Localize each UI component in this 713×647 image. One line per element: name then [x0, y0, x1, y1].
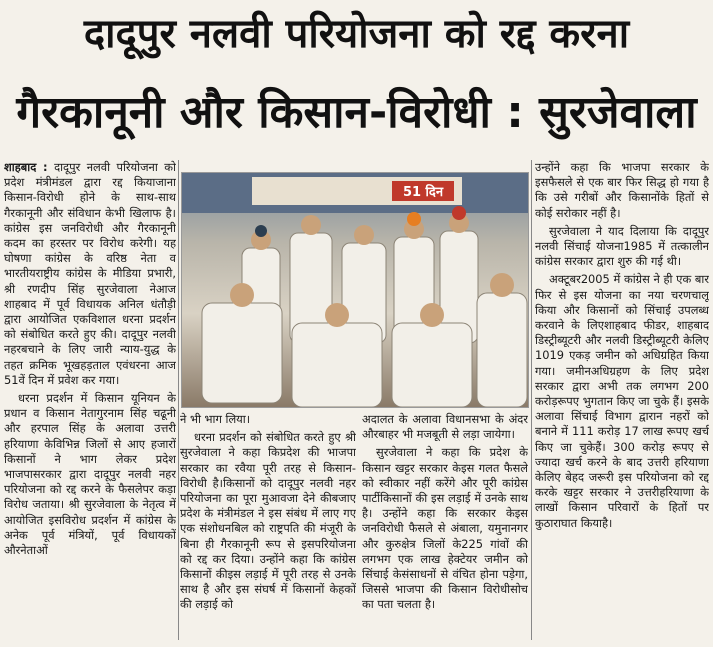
article-paragraph: अक्टूबर2005 में कांग्रेस ने ही एक बार फिर से इस योजना का नया चरणचालू किया और किसानों को सिंचाई उपलब्ध करवाने के लिएशाहबाद फीडर, शाहबाद डिस्ट्रीब्यूटरी और नलवी डिस्ट्रीब्यूटरी केलिए 1019 एकड़ जमीन को अधिग्रहित किया गया। जमीनअधिग्रहण के लिए प्रदेश सरकार द्वारा अभी तक लगभग 200 करोड़रूपए भुगतान किए जा चुके हैं। इसके अलावा सिंचाई विभाग द्वारान नहरों को बनाने में 111 करोड़ 17 लाख रूपए खर्च किए जा चुकेहैं। 300 करोड़ रूपए से ज्यादा खर्च करने के बाद उत्तरी हरियाणा केलिए बेहद जरूरी इस परियोजना को रद्द करके खट्टर सरकार ने उत्तरीहरियाणा के लाखों किसान परिवारों के हितों पर कुठाराघात कियाहै। — [535, 272, 709, 530]
article-column-3 — [362, 412, 528, 640]
article-paragraph: ने भी भाग लिया। — [180, 412, 251, 426]
article-paragraph: सुरजेवाला ने याद दिलाया कि दादूपुर नलवी सिंचाई योजना1985 में तत्कालीन कांग्रेस सरकार द्वारा शुरु की गई थी। — [535, 223, 709, 269]
protest-photo — [181, 172, 529, 408]
banner-text: 51 दिन — [402, 185, 444, 200]
crowd-figures — [202, 231, 527, 407]
turban — [407, 212, 421, 226]
article-column-4 — [535, 160, 709, 640]
article-paragraph: उन्होंने कहा कि भाजपा सरकार के इसफैसले से एक बार फिर सिद्ध हो गया है कि उसे गरीबों और किसानोंके हितों से कोई सरोकार नहीं है। — [535, 160, 709, 220]
article-paragraph: शाहबाद : दादूपुर नलवी परियोजना को प्रदेश मंत्रीमंडल द्वारा रद्द कियाजाना किसान-विरोधी होने के साथ-साथ गैरकानूनी और संविधान केभी खिलाफ है। कांग्रेस इस जनविरोधी और गैरकानूनी कदम का हरस्तर पर विरोध करेगी। यह घोषणा कांग्रेस के वरिष्ठ नेता व भारतीयराष्ट्रीय कांग्रेस के मीडिया प्रभारी, श्री रणदीप सिंह सुरजेवाला नेआज शाहबाद में पूर्व विधायक अनिल धंतौड़ी द्वारा आयोजित एकविशाल धरना प्रदर्शन को संबोधित करते हुए की। दादूपुर नलवी नहरबचाने के लिए जारी न्याय-युद्ध के तहत क्रमिक भूखहड़ताल एवंधरना आज 51वें दिन में प्रवेश कर गया। — [4, 160, 176, 387]
article-paragraph: धरना प्रदर्शन में किसान यूनियन के प्रधान व किसान नेतागुरनाम सिंह चढूनी और हरपाल सिंह के अलावा उत्तरी हरियाणा केविभिन्न जिलों से आए हजारों किसानों ने भाग लेकर प्रदेश भाजपासरकार द्वारा दादूपुर नलवी नहर परियोजना को रद्द करने के फैसलेपर कड़ा विरोध जताया। श्री सुरजेवाला के नेतृत्व में आयोजित इसविरोध प्रदर्शन में कांग्रेस के अनेक पूर्व मंत्रियों, पूर्व विधायकों औरनेताओं — [4, 391, 176, 558]
headline-line-2: गैरकानूनी और किसान-विरोधी : सुरजेवाला — [16, 87, 697, 138]
turban — [255, 225, 267, 237]
article-paragraph: सुरजेवाला ने कहा कि प्रदेश के किसान खट्टर सरकार केइस गलत फैसले को स्वीकार नहीं करेंगे और पूरी कांग्रेस पार्टीकिसानों की इस लड़ाई में उनके साथ है। उन्होंने कहा कि सरकार केइस जनविरोधी फैसले से अंबाला, यमुनानगर और कुरुक्षेत्र जिलों के225 गांवों की लगभग एक लाख हेक्टेयर जमीन को सिंचाई केसंसाधनों से वंचित होना पड़ेगा, जिससे भाजपा की किसान विरोधीसोच का पता चलता है। — [362, 445, 528, 612]
turban — [452, 206, 466, 220]
article-paragraph: धरना प्रदर्शन को संबोधित करते हुए श्री सुरजेवाला ने कहा किप्रदेश की भाजपा सरकार का रवैया पूरी तरह से किसान-विरोधी है।किसानों को दादूपुर नलवी नहर परियोजना का पूरा मुआवजा देने कीबजाए प्रदेश के मंत्रीमंडल ने इस संबंध में लाए गए एक संशोधनबिल को राष्ट्रपति की मंजूरी के बिना ही गैरकानूनी रूप से इसपरियोजना को रद्द कर दिया। उन्होंने कहा कि कांग्रेस किसानों कीइस लड़ाई में पूरी तरह से उनके साथ है और इस संघर्ष में किसानों केहकों की लड़ाई को — [180, 430, 356, 612]
article-column-1 — [4, 160, 176, 640]
column-divider — [178, 160, 179, 640]
headline-line-1: दादूपुर नलवी परियोजना को रद्द करना — [83, 11, 630, 57]
article-paragraph: अदालत के अलावा विधानसभा के अंदर औरबाहर भी मजबूती से लड़ा जायेगा। — [362, 412, 528, 442]
article-column-2 — [180, 412, 356, 640]
protest-photo-illustration — [182, 173, 528, 407]
dateline: शाहबाद : — [4, 160, 48, 174]
column-divider — [531, 160, 532, 640]
